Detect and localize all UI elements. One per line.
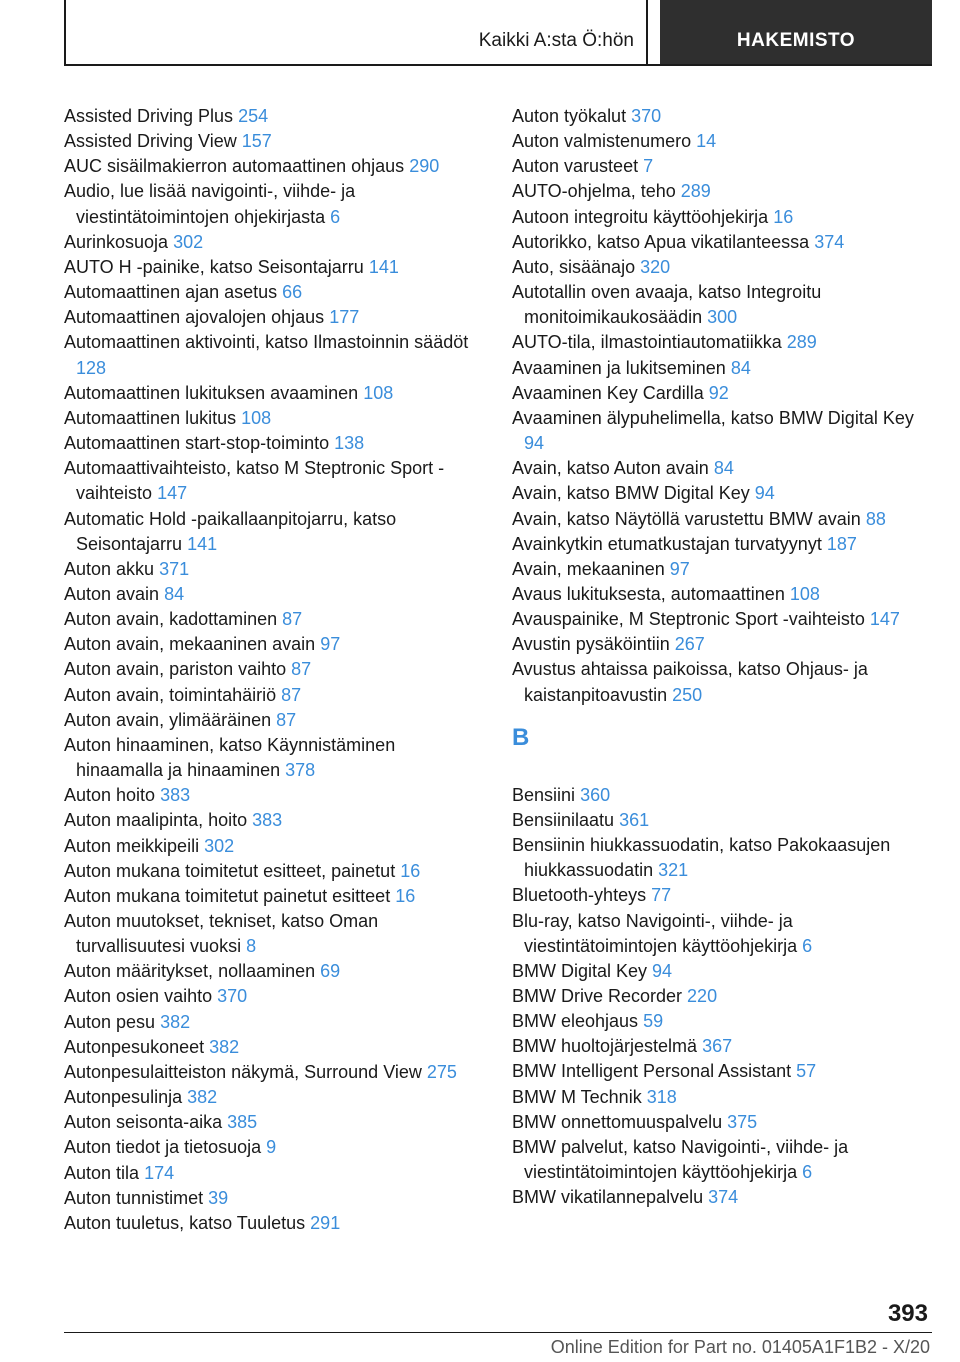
index-entry-term: Auton muutokset, tekniset, katso Oman turvallisuutesi vuoksi xyxy=(64,911,379,957)
index-entry xyxy=(512,381,932,406)
index-page-link[interactable]: 108 xyxy=(363,382,394,403)
index-page-link[interactable]: 7 xyxy=(643,156,654,177)
index-entry xyxy=(64,507,484,557)
index-page-link[interactable]: 6 xyxy=(330,206,341,227)
index-entry-term: Automaattinen start-stop-toiminto xyxy=(64,433,330,454)
index-entry-term: AUTO-tila, ilmastointiautomatiikka xyxy=(512,332,782,353)
index-entry-term: BMW palvelut, katso Navigointi-, viihde- ja viestintätoimintojen käyttöohjekirja xyxy=(512,1136,849,1183)
index-page-link[interactable]: 383 xyxy=(252,810,283,831)
index-entry xyxy=(512,984,932,1009)
index-entry-term: Auton tunnistimet xyxy=(64,1187,204,1208)
index-page-link[interactable]: 8 xyxy=(246,936,257,957)
index-entry-term: Automaattinen ajan asetus xyxy=(64,282,278,303)
index-page-link[interactable]: 94 xyxy=(524,433,545,454)
index-page-link[interactable]: 267 xyxy=(674,634,705,655)
index-entry xyxy=(64,1085,484,1110)
index-entry-term: Auto, sisäänajo xyxy=(512,256,636,277)
index-entry xyxy=(512,833,932,883)
index-entry xyxy=(64,406,484,431)
index-entry xyxy=(512,1135,932,1185)
index-page-link[interactable]: 300 xyxy=(707,307,738,328)
index-entry-term: AUTO-ohjelma, teho xyxy=(512,181,676,202)
index-entry-term: Automaattinen aktivointi, katso Ilmastoinnin säädöt xyxy=(64,332,469,353)
page-number: 393 xyxy=(887,1300,928,1327)
index-entry xyxy=(512,205,932,230)
index-entry-term: Auton akku xyxy=(64,558,155,579)
index-page-link[interactable]: 360 xyxy=(580,784,611,805)
index-entry xyxy=(64,959,484,984)
index-entry xyxy=(512,154,932,179)
index-page-link[interactable]: 385 xyxy=(227,1112,258,1133)
index-page-link[interactable]: 16 xyxy=(400,860,421,881)
index-entry-term: Avain, katso BMW Digital Key xyxy=(512,483,750,504)
index-entry-term: Avain, katso Näytöllä varustettu BMW avain xyxy=(512,508,861,529)
header-chapter-box xyxy=(64,0,648,64)
index-page-link[interactable]: 6 xyxy=(802,1162,813,1183)
index-entry-term: Auton avain, mekaaninen avain xyxy=(64,634,316,655)
index-page-link[interactable]: 84 xyxy=(164,583,185,604)
index-entry xyxy=(512,532,932,557)
index-entry xyxy=(64,456,484,506)
index-page-link[interactable]: 320 xyxy=(640,256,671,277)
index-entry xyxy=(64,884,484,909)
index-entry-term: Avainkytkin etumatkustajan turvatyynyt xyxy=(512,533,822,554)
index-entry xyxy=(64,280,484,305)
index-entry xyxy=(512,356,932,381)
index-entry xyxy=(512,582,932,607)
section-tab-label: HAKEMISTO xyxy=(736,30,856,51)
index-entry xyxy=(64,104,484,129)
index-entry xyxy=(64,305,484,330)
index-page-link[interactable]: 59 xyxy=(643,1011,664,1032)
index-entry-term: Auton tuuletus, katso Tuuletus xyxy=(64,1212,306,1233)
index-entry xyxy=(64,984,484,1009)
index-entry xyxy=(64,1186,484,1211)
index-page-link[interactable]: 87 xyxy=(281,684,302,705)
index-page-link[interactable]: 6 xyxy=(802,935,813,956)
index-page-link[interactable]: 94 xyxy=(652,960,673,981)
index-page-link[interactable]: 14 xyxy=(696,131,717,152)
index-entry xyxy=(64,557,484,582)
index-entry-term: Auton hoito xyxy=(64,785,156,806)
index-entry xyxy=(64,733,484,783)
index-entry-term: Assisted Driving Plus xyxy=(64,106,234,126)
index-page-link[interactable]: 382 xyxy=(209,1036,240,1057)
index-entry-term: Avustin pysäköintiin xyxy=(512,634,670,655)
index-page-link[interactable]: 289 xyxy=(786,332,817,353)
index-entry xyxy=(64,1110,484,1135)
index-page-link[interactable]: 375 xyxy=(727,1111,758,1132)
index-page-link[interactable]: 87 xyxy=(282,609,303,630)
index-entry xyxy=(64,683,484,708)
index-entry-term: Auton työkalut xyxy=(512,106,627,126)
index-entry-term: Avaaminen Key Cardilla xyxy=(512,382,704,403)
index-entry xyxy=(64,582,484,607)
index-entry xyxy=(512,179,932,204)
index-page-link[interactable]: 97 xyxy=(669,558,690,579)
index-page-link[interactable]: 141 xyxy=(187,533,218,554)
index-entry-term: Auton määritykset, nollaaminen xyxy=(64,961,316,982)
index-entry xyxy=(512,808,932,833)
index-page-link[interactable]: 16 xyxy=(773,206,794,227)
index-entry-term: Avustus ahtaissa paikoissa, katso Ohjaus- ja kaistanpitoavustin xyxy=(512,659,868,705)
index-page-link[interactable]: 275 xyxy=(426,1061,457,1082)
index-page-link[interactable]: 84 xyxy=(730,357,751,378)
index-entry-term: Auton maalipinta, hoito xyxy=(64,810,248,831)
index-entry xyxy=(64,330,484,380)
index-entry-term: Avaaminen ja lukitseminen xyxy=(512,357,726,378)
index-entry xyxy=(64,230,484,255)
index-page-link[interactable]: 370 xyxy=(217,986,248,1007)
index-entry-term: Auton valmistenumero xyxy=(512,131,692,152)
index-page-link[interactable]: 157 xyxy=(241,131,272,152)
index-page-link[interactable]: 147 xyxy=(157,483,188,504)
index-entry xyxy=(64,179,484,229)
index-entry xyxy=(64,255,484,280)
index-page-link[interactable]: 174 xyxy=(144,1162,175,1183)
index-page-link[interactable]: 128 xyxy=(76,357,107,378)
index-entry xyxy=(64,783,484,808)
index-entry xyxy=(64,834,484,859)
index-entry-term: Auton osien vaihto xyxy=(64,986,213,1007)
index-entry-term: Auton avain, toimintahäiriö xyxy=(64,684,277,705)
index-entry-term: Auton varusteet xyxy=(512,156,639,177)
index-entry-term: AUTO H -painike, katso Seisontajarru xyxy=(64,256,364,277)
index-entry xyxy=(512,959,932,984)
index-page-link[interactable]: 147 xyxy=(869,609,900,630)
index-entry-term: BMW Drive Recorder xyxy=(512,986,683,1006)
index-entry-term: AUC sisäilmakierron automaattinen ohjaus xyxy=(64,156,405,177)
index-page-link[interactable]: 370 xyxy=(631,106,662,126)
index-entry-term: Avain, katso Auton avain xyxy=(512,458,709,479)
index-entry xyxy=(64,129,484,154)
index-entry-term: BMW vikatilannepalvelu xyxy=(512,1187,704,1208)
index-entry-term: Autotallin oven avaaja, katso Integroitu monitoimikaukosäädin xyxy=(512,282,822,328)
index-entry xyxy=(512,909,932,959)
index-entry xyxy=(64,909,484,959)
index-entry xyxy=(512,657,932,707)
index-entry-term: Avaus lukituksesta, automaattinen xyxy=(512,583,785,604)
index-entry xyxy=(512,456,932,481)
header-divider xyxy=(64,64,932,66)
index-page-link[interactable]: 88 xyxy=(865,508,886,529)
index-entry-term: Assisted Driving View xyxy=(64,131,237,152)
index-entry-term: Auton pesu xyxy=(64,1011,156,1032)
index-entry xyxy=(512,330,932,355)
index-entry-term: Bensiinilaatu xyxy=(512,809,615,830)
section-tab[interactable] xyxy=(660,0,932,64)
index-page-link[interactable]: 378 xyxy=(285,760,316,781)
index-entry-term: Automaattinen lukituksen avaaminen xyxy=(64,382,359,403)
index-entry xyxy=(512,607,932,632)
index-entry-term: Auton avain, kadottaminen xyxy=(64,609,278,630)
index-entry-term: BMW Intelligent Personal Assistant xyxy=(512,1061,792,1082)
index-entry xyxy=(512,104,932,129)
index-page-link[interactable]: 84 xyxy=(713,458,734,479)
index-entry xyxy=(512,230,932,255)
index-entry xyxy=(512,507,932,532)
index-entry xyxy=(64,154,484,179)
index-page-link[interactable]: 66 xyxy=(282,282,303,303)
index-page-link[interactable]: 382 xyxy=(160,1011,191,1032)
index-entry xyxy=(64,431,484,456)
index-entry-term: Aurinkosuoja xyxy=(64,231,169,252)
index-page-link[interactable]: 318 xyxy=(646,1086,677,1107)
index-entry-term: Auton avain xyxy=(64,583,160,604)
index-page-link[interactable]: 92 xyxy=(708,382,729,403)
index-entry-term: Automaattivaihteisto, katso M Steptronic Sport -vaihteisto xyxy=(64,458,445,504)
index-entry xyxy=(512,129,932,154)
index-entry-term: Auton tiedot ja tietosuoja xyxy=(64,1137,262,1158)
index-entry-term: Autonpesulinja xyxy=(64,1087,183,1108)
index-entry xyxy=(64,632,484,657)
index-entry-term: Avain, mekaaninen xyxy=(512,558,665,579)
index-page-link[interactable]: 69 xyxy=(320,961,341,982)
index-entry xyxy=(64,1135,484,1160)
index-page-link[interactable]: 177 xyxy=(329,307,360,328)
index-entry-term: Auton tila xyxy=(64,1162,140,1183)
index-entry-term: Audio, lue lisää navigointi-, viihde- ja viestintätoimintojen ohjekirjasta xyxy=(64,181,356,227)
index-page-link[interactable]: 94 xyxy=(754,483,775,504)
index-entry xyxy=(64,607,484,632)
index-entry xyxy=(512,1009,932,1034)
index-page-link[interactable]: 321 xyxy=(658,860,689,881)
index-page-link[interactable]: 371 xyxy=(159,558,190,579)
index-entry xyxy=(512,557,932,582)
index-page-link[interactable]: 374 xyxy=(708,1187,739,1208)
index-entry-term: Avaaminen älypuhelimella, katso BMW Digital Key xyxy=(512,407,914,428)
index-page-link[interactable]: 382 xyxy=(187,1087,218,1108)
index-entry xyxy=(64,1060,484,1085)
index-entry xyxy=(64,1010,484,1035)
index-entry xyxy=(64,1211,484,1236)
index-page-link[interactable]: 141 xyxy=(368,256,399,277)
index-entry xyxy=(64,859,484,884)
index-entry-term: Auton hinaaminen, katso Käynnistäminen hinaamalla ja hinaaminen xyxy=(64,734,396,781)
index-entry-term: Automatic Hold -paikallaanpitojarru, katso Seisontajarru xyxy=(64,508,397,554)
index-page-link[interactable]: 97 xyxy=(320,634,341,655)
index-entry xyxy=(512,280,932,330)
index-page-link[interactable]: 367 xyxy=(702,1036,733,1057)
index-page-link[interactable]: 108 xyxy=(789,583,820,604)
index-page-link[interactable]: 291 xyxy=(310,1212,341,1233)
index-entry-term: BMW Digital Key xyxy=(512,960,648,981)
index-entry xyxy=(512,1185,932,1210)
index-page-link[interactable]: 302 xyxy=(204,835,235,856)
index-entry xyxy=(64,708,484,733)
index-entry xyxy=(64,1035,484,1060)
index-page-link[interactable]: 254 xyxy=(238,106,269,126)
index-entry xyxy=(64,1161,484,1186)
index-entry-term: BMW eleohjaus xyxy=(512,1011,639,1032)
index-entry xyxy=(512,632,932,657)
index-page-link[interactable]: 9 xyxy=(266,1137,277,1158)
index-page-link[interactable]: 16 xyxy=(395,885,416,906)
index-page-link[interactable]: 87 xyxy=(276,709,297,730)
index-page-link[interactable]: 87 xyxy=(291,659,312,680)
index-entry xyxy=(512,1034,932,1059)
index-page-link[interactable]: 290 xyxy=(409,156,440,177)
index-entry xyxy=(512,783,932,808)
index-entry-term: Auton mukana toimitetut painetut esitteet xyxy=(64,885,391,906)
index-page-link[interactable]: 361 xyxy=(619,809,650,830)
index-entry-term: Blu-ray, katso Navigointi-, viihde- ja viestintätoimintojen käyttöohjekirja xyxy=(512,910,798,956)
index-entry xyxy=(512,255,932,280)
index-entry-term: BMW onnettomuuspalvelu xyxy=(512,1111,723,1132)
index-page-link[interactable]: 39 xyxy=(208,1187,229,1208)
index-page-link[interactable]: 250 xyxy=(672,684,703,705)
index-entry xyxy=(512,481,932,506)
index-entry-term: Auton avain, pariston vaihto xyxy=(64,659,287,680)
index-entry-term: Automaattinen ajovalojen ohjaus xyxy=(64,307,325,328)
index-entry-term: Bensiini xyxy=(512,784,576,805)
index-entry-term: Automaattinen lukitus xyxy=(64,407,237,428)
index-entry-term: Bluetooth-yhteys xyxy=(512,885,647,906)
index-page-link[interactable]: 138 xyxy=(334,433,365,454)
index-entry xyxy=(512,1085,932,1110)
index-entry-term: BMW M Technik xyxy=(512,1086,642,1107)
index-entry xyxy=(512,1059,932,1084)
index-page-link[interactable]: 302 xyxy=(173,231,204,252)
index-entry-term: Avauspainike, M Steptronic Sport -vaihteisto xyxy=(512,609,865,630)
index-column-right xyxy=(512,104,932,1210)
index-page-link[interactable]: 374 xyxy=(814,231,845,252)
footer-edition: Online Edition for Part no. 01405A1F1B2 - X/20 xyxy=(550,1337,930,1357)
index-entry xyxy=(512,883,932,908)
index-column-left xyxy=(64,104,484,1236)
index-page-link[interactable]: 77 xyxy=(651,885,672,906)
index-entry-term: Autonpesukoneet xyxy=(64,1036,205,1057)
index-entry-term: Auton avain, ylimääräinen xyxy=(64,709,272,730)
index-page-link[interactable]: 108 xyxy=(241,407,272,428)
index-entry xyxy=(512,406,932,456)
index-entry-term: BMW huoltojärjestelmä xyxy=(512,1036,698,1057)
index-page-link[interactable]: 383 xyxy=(160,785,191,806)
index-entry-term: Auton meikkipeili xyxy=(64,835,200,856)
footer-divider xyxy=(64,1332,932,1333)
index-entry-term: Autoon integroitu käyttöohjekirja xyxy=(512,206,769,227)
index-entry xyxy=(64,657,484,682)
index-entry xyxy=(64,808,484,833)
index-entry-term: Auton seisonta-aika xyxy=(64,1112,223,1133)
index-entry-term: Bensiinin hiukkassuodatin, katso Pakokaasujen hiukkassuodatin xyxy=(512,835,891,881)
index-entry xyxy=(512,1110,932,1135)
index-entry xyxy=(64,381,484,406)
index-page-link[interactable]: 289 xyxy=(680,181,711,202)
index-entry-term: Auton mukana toimitetut esitteet, painetut xyxy=(64,860,396,881)
index-entry-term: Autonpesulaitteiston näkymä, Surround View xyxy=(64,1061,422,1082)
index-page-link[interactable]: 220 xyxy=(687,986,718,1006)
index-page-link[interactable]: 187 xyxy=(826,533,857,554)
chapter-title: Kaikki A:sta Ö:hön xyxy=(478,30,634,51)
index-entry-term: Autorikko, katso Apua vikatilanteessa xyxy=(512,231,810,252)
section-letter-heading: B xyxy=(512,723,530,751)
index-page-link[interactable]: 57 xyxy=(796,1061,817,1082)
